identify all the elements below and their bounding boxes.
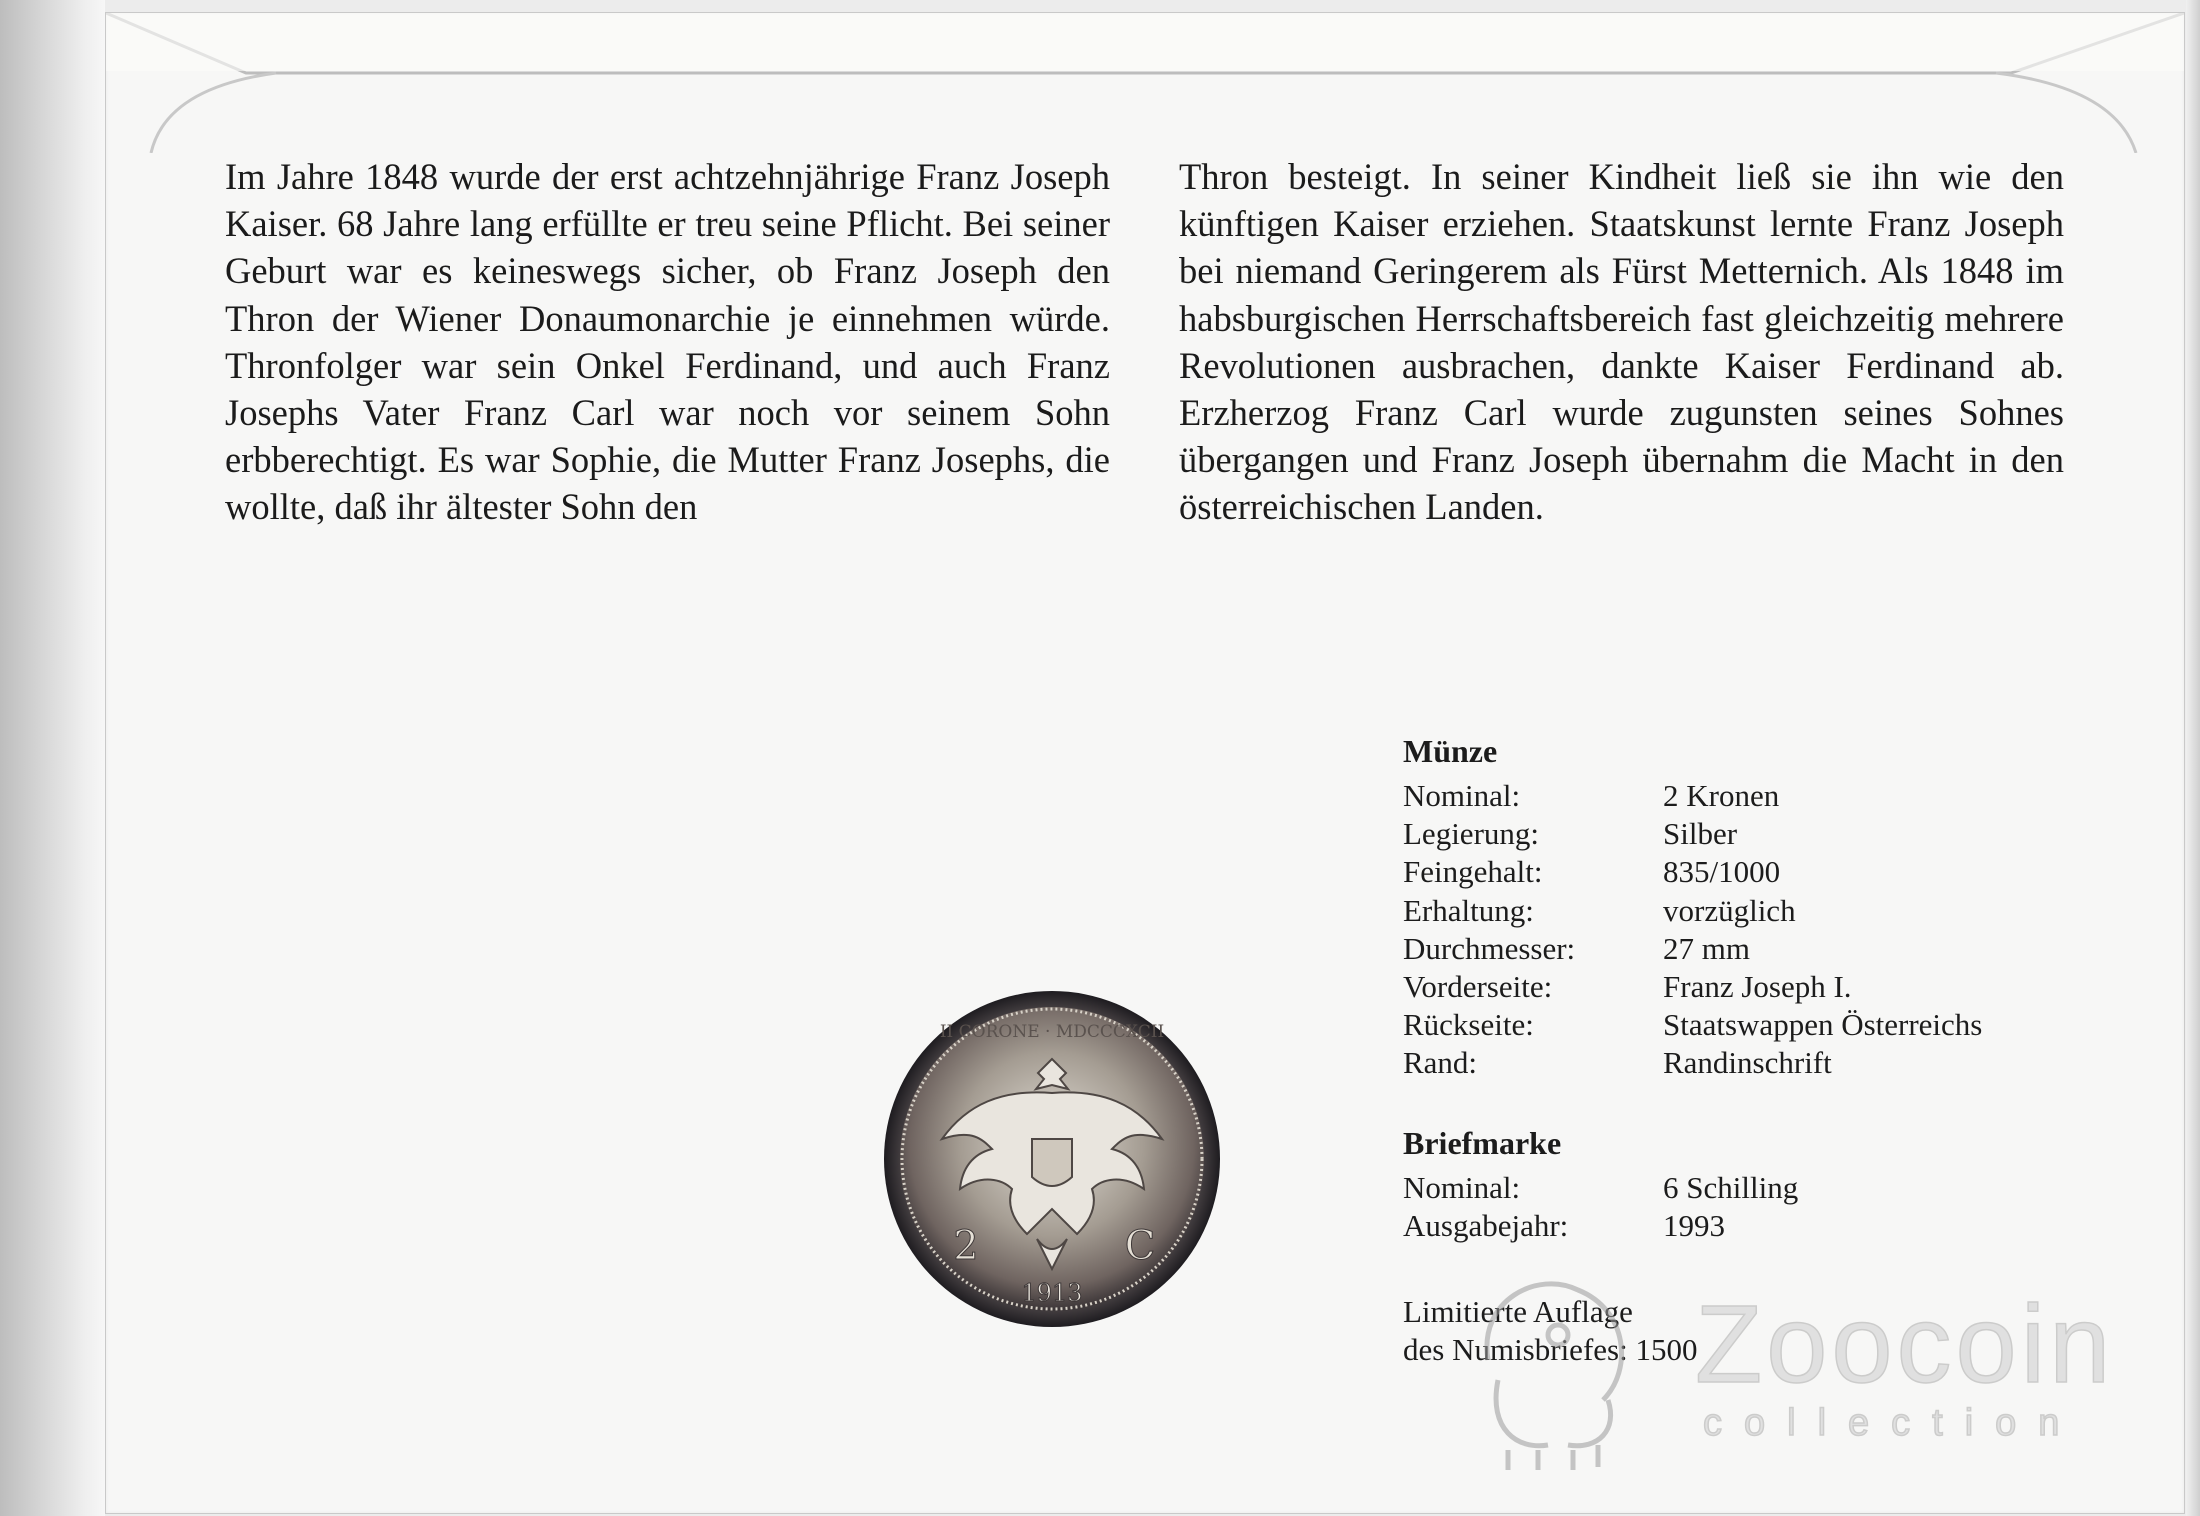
spec-row-diameter [1403,930,2103,968]
spec-value: Silber [1663,816,1738,852]
stamp-section-heading: Briefmarke [1403,1124,1562,1161]
spec-value: Franz Joseph I. [1663,968,1852,1004]
coin-top-legend: II CORONE · MDCCCXCII [939,1022,1165,1042]
spec-row-stamp-nominal [1403,1169,2103,1207]
envelope-flap [106,13,2184,153]
elephant-mascot-icon [1428,1240,1668,1480]
spec-label: Rückseite: [1403,1007,1534,1043]
spec-row-condition [1403,892,2103,930]
letter-text-left: Im Jahre 1848 wurde der erst achtzehnjährige Franz Joseph Kaiser. 68 Jahre lang erfüllte er treu seine Pflicht. Bei seiner Geburt war es keineswegs sicher, ob Franz Joseph den Thron der Wiener Donaumonarchie je einnehmen würde. Thronfolger war sein Onkel Ferdinand, und auch Franz Josephs Vater Franz Carl war noch vor seinem Sohn erbberechtigt. Es war Sophie, die Mutter Franz Josephs, die wollte, daß ihr ältester Sohn den [225,156,1110,528]
spec-label: Vorderseite: [1403,968,1553,1004]
spec-value: 835/1000 [1663,854,1781,890]
edition-line-2: des Numisbriefes: 1500 [1403,1331,1698,1367]
spec-row-alloy [1403,815,2103,853]
spec-label: Ausgabejahr: [1403,1207,1569,1243]
spec-label: Legierung: [1403,816,1540,852]
spec-value: 2 Kronen [1663,778,1780,813]
spec-label: Durchmesser: [1403,930,1576,966]
spec-row-obverse [1403,968,2103,1006]
spec-value: 27 mm [1663,930,1750,966]
spec-label: Rand: [1403,1045,1478,1081]
scan-shadow-left [0,0,105,1516]
watermark-subtitle: collection [1703,1402,2082,1444]
spec-label: Erhaltung: [1403,892,1534,928]
coin-year: 1913 [1021,1279,1083,1307]
zoocoin-watermark [1340,1220,2140,1480]
spec-row-edge [1403,1044,2103,1082]
coin-denomination-left: 2 [953,1223,979,1269]
spec-value: vorzüglich [1663,892,1796,928]
spec-value: Staatswappen Österreichs [1663,1007,1983,1043]
scan-shadow-right [2186,0,2200,1516]
coin-denomination-right: C [1124,1223,1156,1269]
spec-value: 1993 [1663,1207,1725,1243]
edition-line-1: Limitierte Auflage [1403,1293,1633,1329]
letter-text-right: Thron besteigt. In seiner Kindheit ließ sie ihn wie den künftigen Kaiser erziehen. Staatskunst lernte Franz Joseph bei niemand Geringerem als Fürst Metternich. Als 1848 im habsburgischen Herrschaftsbereich fast gleichzeitig mehrere Revolutionen ausbrachen, dankte Kaiser Ferdinand ab. Erzherzog Franz Carl wurde zugunsten seines Sohnes übergangen und Franz Joseph übernahm die Macht in den österreichischen Landen. [1179,156,2064,528]
spec-row-coin-nominal [1403,777,2103,815]
spec-row-reverse [1403,1006,2103,1044]
spec-label: Nominal: [1403,1169,1521,1205]
watermark-brand: Zoocoin [1695,1283,2115,1406]
spec-label: Nominal: [1403,778,1521,813]
coin-section-heading: Münze [1403,733,1498,769]
coin-2-kronen-1913 [882,989,1222,1329]
spec-label: Feingehalt: [1403,854,1543,890]
spec-value: 6 Schilling [1663,1169,1799,1205]
spec-value: Randinschrift [1663,1045,1832,1081]
spec-row-fineness [1403,853,2103,891]
